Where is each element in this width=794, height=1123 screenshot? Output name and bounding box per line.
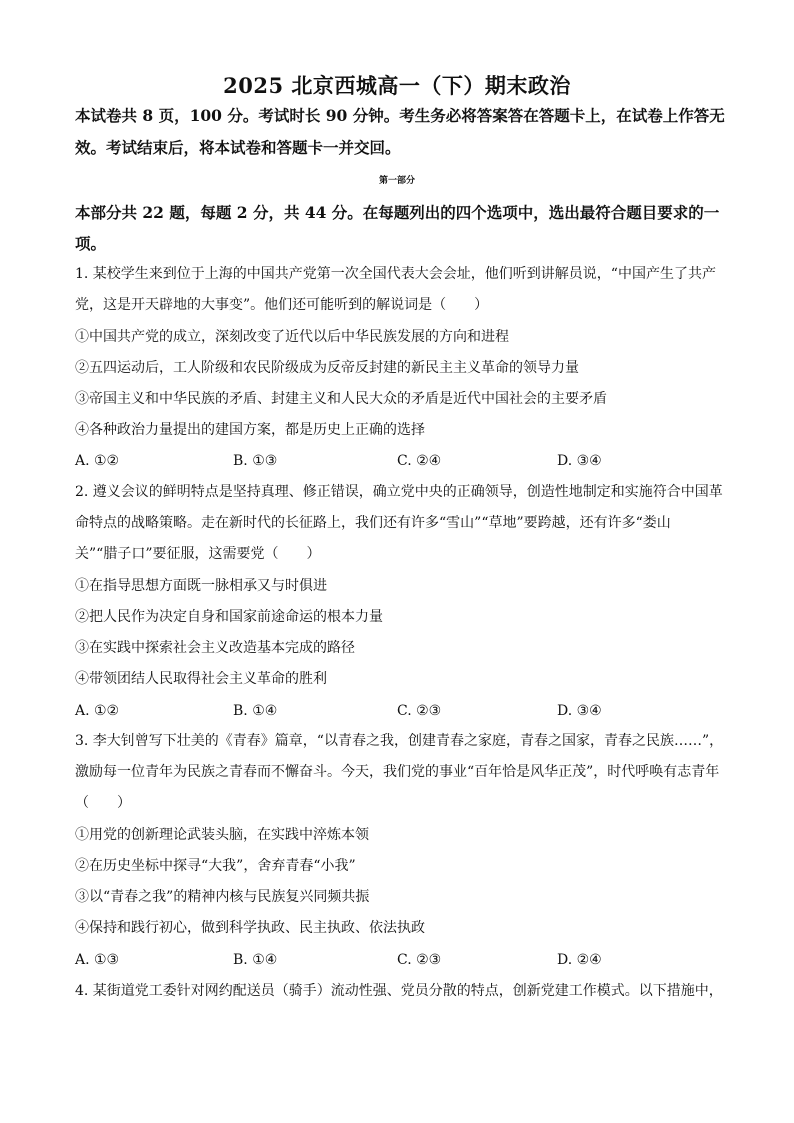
- question-item: ③帝国主义和中华民族的矛盾、封建主义和人民大众的矛盾是近代中国社会的主要矛盾: [75, 391, 607, 407]
- question-stem: 1. 某校学生来到位于上海的中国共产党第一次全国代表大会会址，他们听到讲解员说，“中国产生了共产: [75, 266, 716, 282]
- option-c: C. ②④: [397, 453, 442, 469]
- question-stem: 党，这是开天辟地的大事变”。他们还可能听到的解说词是（ ）: [75, 297, 489, 313]
- question-item: ②在历史坐标中探寻“大我”，舍弃青春“小我”: [75, 858, 356, 874]
- option-b: B. ①③: [233, 453, 278, 469]
- section-description: 本部分共 22 题，每题 2 分，共 44 分。在每题列出的四个选项中，选出最符合题目要求的一: [75, 203, 720, 222]
- option-d: D. ②④: [557, 952, 602, 968]
- intro-line: 本试卷共 8 页，100 分。考试时长 90 分钟。考生务必将答案答在答题卡上，在试卷上作答无: [75, 106, 725, 125]
- option-d: D. ③④: [557, 453, 602, 469]
- option-d: D. ③④: [557, 703, 602, 719]
- question-stem: 关”“腊子口”要征服，这需要党（ ）: [75, 546, 321, 562]
- intro-line: 效。考试结束后，将本试卷和答题卡一并交回。: [75, 138, 401, 157]
- question-stem: （ ）: [75, 795, 131, 811]
- question-stem: 4. 某街道党工委针对网约配送员（骑手）流动性强、党员分散的特点，创新党建工作模式。以下措施中，: [75, 983, 723, 999]
- question-item: ②五四运动后，工人阶级和农民阶级成为反帝反封建的新民主主义革命的领导力量: [75, 360, 579, 376]
- option-b: B. ①④: [233, 703, 278, 719]
- question-stem: 3. 李大钊曾写下壮美的《青春》篇章，“以青春之我，创建青春之家庭，青春之国家，青春之民族……”，: [75, 733, 724, 749]
- option-b: B. ①④: [233, 952, 278, 968]
- question-item: ③在实践中探索社会主义改造基本完成的路径: [75, 640, 355, 656]
- question-item: ①在指导思想方面既一脉相承又与时俱进: [75, 578, 327, 594]
- question-item: ①用党的创新理论武装头脑，在实践中淬炼本领: [75, 827, 369, 843]
- question-item: ②把人民作为决定自身和国家前途命运的根本力量: [75, 609, 383, 625]
- question-stem: 命特点的战略策略。走在新时代的长征路上，我们还有许多“雪山”“草地”要跨越，还有许多“娄山: [75, 515, 671, 531]
- option-c: C. ②③: [397, 703, 442, 719]
- question-stem: 2. 遵义会议的鲜明特点是坚持真理、修正错误，确立党中央的正确领导，创造性地制定和实施符合中国革: [75, 484, 723, 500]
- page-title: 2025 北京西城高一（下）期末政治: [223, 73, 571, 98]
- question-item: ①中国共产党的成立，深刻改变了近代以后中华民族发展的方向和进程: [75, 329, 509, 345]
- question-stem: 激励每一位青年为民族之青春而不懈奋斗。今天，我们党的事业“百年恰是风华正茂”，时代呼唤有志青年: [75, 764, 720, 780]
- question-item: ③以“青春之我”的精神内核与民族复兴同频共振: [75, 889, 370, 905]
- option-a: A. ①③: [75, 952, 120, 968]
- question-item: ④保持和践行初心，做到科学执政、民主执政、依法执政: [75, 920, 425, 936]
- question-item: ④带领团结人民取得社会主义革命的胜利: [75, 671, 327, 687]
- option-c: C. ②③: [397, 952, 442, 968]
- section-heading: 第一部分: [378, 176, 415, 186]
- option-a: A. ①②: [75, 453, 120, 469]
- option-a: A. ①②: [75, 703, 120, 719]
- section-description: 项。: [75, 234, 107, 253]
- question-item: ④各种政治力量提出的建国方案，都是历史上正确的选择: [75, 422, 425, 438]
